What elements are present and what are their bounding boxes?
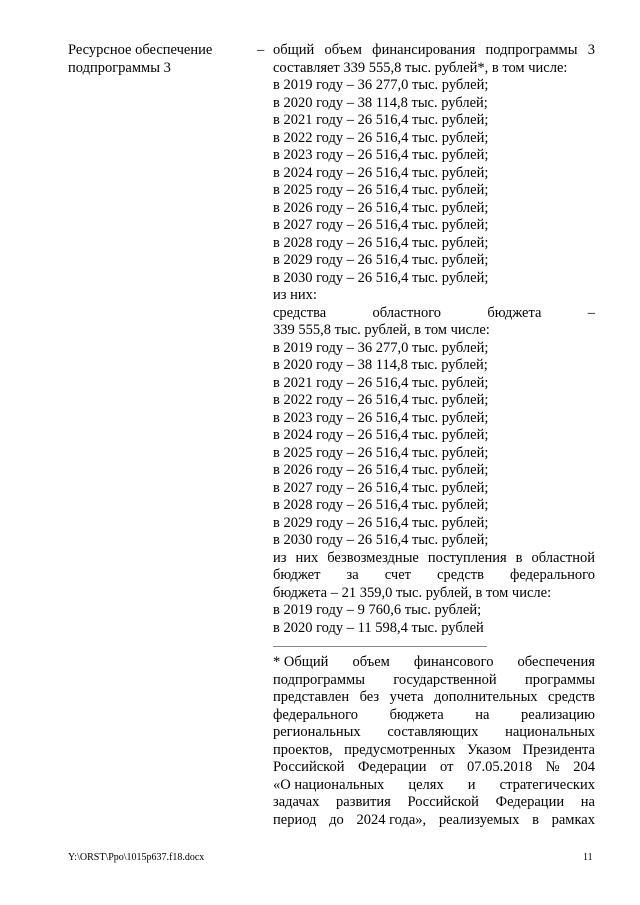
footnote-word: на	[580, 794, 595, 810]
footnote-word: целях	[408, 776, 444, 793]
footnote-word: предусмотренных	[344, 741, 456, 758]
footnote-word: «О национальных	[273, 776, 385, 793]
year-funding-line: в 2026 году – 26 516,4 тыс. рублей;	[273, 199, 489, 216]
footnote-line	[273, 812, 595, 830]
intro-word: общий	[273, 42, 315, 58]
footnote-word: учета	[389, 689, 424, 705]
footnote-word: Президента	[522, 741, 595, 758]
year-funding-line: в 2027 году – 26 516,4 тыс. рублей;	[273, 217, 489, 233]
footnote-word: финансового	[413, 654, 494, 670]
federal-word: из	[273, 549, 287, 566]
year-funding-line: в 2020 году – 38 114,8 тыс. рублей;	[273, 357, 488, 373]
year-funding-line: в 2023 году – 26 516,4 тыс. рублей;	[273, 147, 489, 163]
regional-word: областного	[372, 304, 442, 321]
funding-content	[273, 42, 595, 637]
section-label-line: Ресурсное обеспечение	[68, 42, 213, 58]
federal-transfer-line	[273, 550, 595, 568]
footnote-word: Федерации	[495, 794, 565, 810]
footnote-word: задачах	[273, 794, 320, 810]
intro-word: финансирования	[372, 42, 476, 58]
footnote-word: и	[467, 776, 476, 793]
years-regional-list	[273, 340, 595, 550]
year-funding-line: в 2022 году – 26 516,4 тыс. рублей;	[273, 392, 489, 408]
footnote-word: Федерации	[358, 759, 427, 775]
year-funding-line: в 2020 году – 38 114,8 тыс. рублей;	[273, 94, 488, 111]
intro-word: подпрограммы	[485, 42, 578, 58]
footnote-line	[273, 707, 595, 725]
federal-transfer-line: бюджета – 21 359,0 тыс. рублей, в том числе:	[273, 584, 552, 601]
footnote-word: обеспечения	[517, 654, 595, 670]
year-funding-line: в 2019 году – 36 277,0 тыс. рублей;	[273, 77, 489, 93]
footnote-line	[273, 654, 595, 672]
years-federal-list	[273, 602, 595, 637]
federal-word: в	[515, 549, 523, 566]
section-label-line: подпрограммы 3	[68, 59, 171, 76]
year-funding-line: в 2019 году – 9 760,6 тыс. рублей;	[273, 602, 482, 618]
footnote-word: Российской	[407, 794, 479, 810]
regional-word: средства	[273, 304, 327, 321]
footnote-word: * Общий	[273, 654, 329, 670]
footnote-word: проектов,	[273, 741, 333, 758]
footnote-word: 07.05.2018	[467, 759, 533, 775]
year-funding-line: в 2021 году – 26 516,4 тыс. рублей;	[273, 374, 489, 391]
year-funding-line: в 2025 году – 26 516,4 тыс. рублей;	[273, 182, 489, 198]
footnote-line	[273, 724, 595, 742]
footnote-word: представлен	[273, 689, 350, 705]
footnote-word: реализацию	[521, 706, 595, 723]
footnote-word: без	[359, 689, 380, 705]
footnote-word: от	[440, 759, 454, 775]
footnote-word: бюджета	[389, 706, 444, 723]
section-label	[68, 42, 258, 77]
years-total-list	[273, 77, 595, 287]
footnote-separator	[273, 646, 487, 647]
footnote-word: объем	[352, 654, 390, 670]
year-funding-line: в 2030 году – 26 516,4 тыс. рублей;	[273, 532, 489, 548]
federal-transfer-line	[273, 567, 595, 585]
year-funding-line: в 2024 году – 26 516,4 тыс. рублей;	[273, 427, 489, 443]
footnote-word: на	[475, 706, 490, 723]
federal-word: счет	[384, 567, 411, 583]
year-funding-line: в 2020 году – 11 598,4 тыс. рублей	[273, 619, 484, 636]
year-funding-line: в 2025 году – 26 516,4 тыс. рублей;	[273, 444, 489, 461]
footnote-word: Российской	[273, 759, 345, 775]
year-funding-line: в 2022 году – 26 516,4 тыс. рублей;	[273, 129, 489, 146]
federal-word: средств	[437, 567, 484, 583]
label-dash: –	[257, 42, 265, 58]
intro-word: 3	[587, 42, 595, 58]
regional-word: –	[587, 304, 595, 321]
footnote-word: средств	[548, 689, 595, 705]
federal-word: федерального	[510, 567, 595, 583]
intro-line	[273, 42, 595, 60]
footnote-word: 204	[573, 759, 595, 775]
footnote-word: федерального	[273, 706, 358, 723]
of-them-label: из них:	[273, 287, 317, 303]
year-funding-line: в 2029 году – 26 516,4 тыс. рублей;	[273, 252, 489, 268]
footnote-line	[273, 742, 595, 760]
footnote-word: 2024 года»,	[356, 811, 427, 828]
footnote	[273, 654, 595, 829]
regional-budget-line	[273, 305, 595, 323]
federal-word: бюджет	[273, 567, 321, 583]
federal-word: безвозмездные	[327, 549, 419, 566]
footnote-word: развития	[336, 794, 391, 810]
federal-word: за	[346, 567, 359, 583]
year-funding-line: в 2030 году – 26 516,4 тыс. рублей;	[273, 269, 489, 286]
footnote-word: в	[532, 811, 539, 828]
footnote-line	[273, 672, 595, 690]
regional-word: бюджета	[487, 304, 542, 321]
footnote-line	[273, 689, 595, 707]
federal-word: областной	[531, 549, 595, 566]
footnote-word: государственной	[393, 671, 497, 688]
year-funding-line: в 2023 году – 26 516,4 тыс. рублей;	[273, 409, 489, 426]
footnote-line	[273, 777, 595, 795]
footnote-word: №	[545, 759, 560, 775]
regional-budget-line: 339 555,8 тыс. рублей, в том числе:	[273, 322, 490, 338]
year-funding-line: в 2024 году – 26 516,4 тыс. рублей;	[273, 164, 489, 181]
footnote-word: период	[273, 811, 317, 828]
footnote-word: программы	[525, 671, 595, 688]
footnote-word: до	[329, 811, 344, 828]
footnote-word: национальных	[505, 724, 595, 740]
page-number: 11	[583, 852, 593, 863]
footnote-word: стратегических	[499, 776, 595, 793]
footnote-word: региональных	[273, 724, 361, 740]
year-funding-line: в 2029 году – 26 516,4 тыс. рублей;	[273, 514, 489, 531]
year-funding-line: в 2028 году – 26 516,4 тыс. рублей;	[273, 497, 489, 513]
footer-file-path: Y:\ORST\Ppo\1015p637.f18.docx	[68, 852, 205, 863]
footnote-line	[273, 794, 595, 812]
year-funding-line: в 2028 году – 26 516,4 тыс. рублей;	[273, 234, 489, 251]
year-funding-line: в 2026 году – 26 516,4 тыс. рублей;	[273, 462, 489, 478]
footnote-word: составляющих	[387, 724, 479, 740]
intro-word: объем	[324, 42, 362, 58]
year-funding-line: в 2021 году – 26 516,4 тыс. рублей;	[273, 112, 489, 128]
year-funding-line: в 2027 году – 26 516,4 тыс. рублей;	[273, 479, 489, 496]
footnote-word: реализуемых	[438, 811, 520, 828]
footnote-line	[273, 759, 595, 777]
federal-word: поступления	[427, 549, 507, 566]
year-funding-line: в 2019 году – 36 277,0 тыс. рублей;	[273, 339, 489, 356]
footnote-word: подпрограммы	[273, 671, 365, 688]
federal-word: них	[295, 549, 319, 566]
footnote-word: Указом	[467, 741, 512, 758]
intro-line: составляет 339 555,8 тыс. рублей*, в том числе:	[273, 59, 568, 76]
footnote-word: дополнительных	[433, 689, 538, 705]
footnote-word: рамках	[551, 811, 595, 828]
